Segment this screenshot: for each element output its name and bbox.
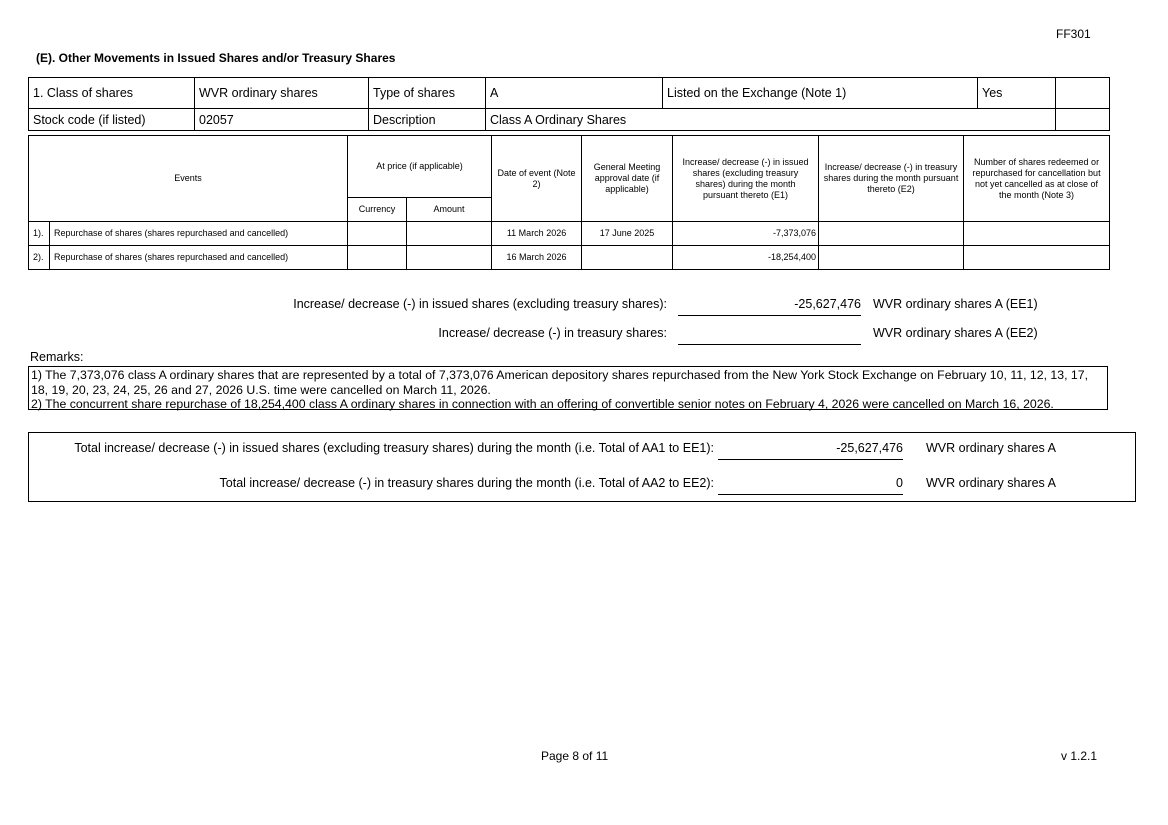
class-of-shares-value: WVR ordinary shares [195, 78, 369, 109]
e2-cell [819, 246, 964, 270]
event-description: Repurchase of shares (shares repurchased and cancelled) [50, 222, 348, 246]
listed-label: Listed on the Exchange (Note 1) [663, 78, 978, 109]
increase-treasury-header: Increase/ decrease (-) in treasury shares during the month pursuant thereto (E2) [819, 136, 964, 222]
remarks-box [28, 366, 1108, 410]
type-of-shares-value: A [486, 78, 663, 109]
empty-cell [1056, 78, 1110, 109]
date-cell: 16 March 2026 [492, 246, 582, 270]
total-treasury-unit: WVR ordinary shares A [926, 476, 1056, 490]
total-treasury-value: 0 [718, 476, 903, 495]
date-cell: 11 March 2026 [492, 222, 582, 246]
issued-summary-label: Increase/ decrease (-) in issued shares (excluding treasury shares): [293, 297, 667, 311]
remark-line: 2) The concurrent share repurchase of 18,254,400 class A ordinary shares in connection with an offering of convertible senior notes on February 4, 2026 were cancelled on March 16, 2026. [31, 397, 1054, 411]
class-of-shares-label: 1. Class of shares [29, 78, 195, 109]
stock-code-label: Stock code (if listed) [29, 109, 195, 131]
listed-value: Yes [978, 78, 1056, 109]
form-code: FF301 [1056, 27, 1091, 41]
treasury-summary-unit: WVR ordinary shares A (EE2) [873, 326, 1038, 340]
version-label: v 1.2.1 [1061, 749, 1098, 763]
remarks-label: Remarks: [30, 350, 84, 364]
description-value: Class A Ordinary Shares [486, 109, 1056, 131]
row-number: 2). [29, 246, 50, 270]
currency-cell [348, 246, 407, 270]
redeemed-cell [964, 222, 1110, 246]
stock-code-value: 02057 [195, 109, 369, 131]
description-label: Description [369, 109, 486, 131]
remark-line: 1) The 7,373,076 class A ordinary shares that are represented by a total of 7,373,076 American depository shares repurchased from the New York Stock Exchange on February 10, 11, 12, 13, 17, 18, 19, 20, 23, 24, 25, 26 and 27, 2026 U.S. time were cancelled on March 11, 2026. [31, 368, 1089, 397]
page-number: Page 8 of 11 [541, 749, 609, 763]
total-treasury-label: Total increase/ decrease (-) in treasury shares during the month (i.e. Total of AA2 to EE2): [219, 476, 714, 490]
e1-cell: -18,254,400 [673, 246, 819, 270]
table-row [29, 222, 1110, 246]
redeemed-header: Number of shares redeemed or repurchased for cancellation but not yet cancelled as at close of the month (Note 3) [964, 136, 1110, 222]
gm-date-cell [582, 246, 673, 270]
general-meeting-header: General Meeting approval date (if applicable) [582, 136, 673, 222]
events-header: Events [29, 136, 348, 222]
currency-cell [348, 222, 407, 246]
share-class-table [28, 77, 1110, 131]
empty-cell [1056, 109, 1110, 131]
section-title: (E). Other Movements in Issued Shares and/or Treasury Shares [36, 51, 396, 65]
total-issued-label: Total increase/ decrease (-) in issued shares (excluding treasury shares) during the month (i.e. Total of AA1 to EE1): [74, 441, 714, 455]
redeemed-cell [964, 246, 1110, 270]
amount-header: Amount [407, 198, 492, 222]
events-table [28, 135, 1110, 270]
e1-cell: -7,373,076 [673, 222, 819, 246]
total-issued-unit: WVR ordinary shares A [926, 441, 1056, 455]
table-row [29, 246, 1110, 270]
issued-summary-unit: WVR ordinary shares A (EE1) [873, 297, 1038, 311]
increase-issued-header: Increase/ decrease (-) in issued shares (excluding treasury shares) during the month pursuant thereto (E1) [673, 136, 819, 222]
row-number: 1). [29, 222, 50, 246]
amount-cell [407, 246, 492, 270]
amount-cell [407, 222, 492, 246]
treasury-summary-label: Increase/ decrease (-) in treasury shares: [438, 326, 667, 340]
gm-date-cell: 17 June 2025 [582, 222, 673, 246]
date-of-event-header: Date of event (Note 2) [492, 136, 582, 222]
e2-cell [819, 222, 964, 246]
issued-summary-value: -25,627,476 [678, 297, 861, 316]
total-issued-value: -25,627,476 [718, 441, 903, 460]
currency-header: Currency [348, 198, 407, 222]
type-of-shares-label: Type of shares [369, 78, 486, 109]
event-description: Repurchase of shares (shares repurchased and cancelled) [50, 246, 348, 270]
treasury-summary-value [678, 326, 861, 345]
at-price-header: At price (if applicable) [348, 136, 492, 198]
